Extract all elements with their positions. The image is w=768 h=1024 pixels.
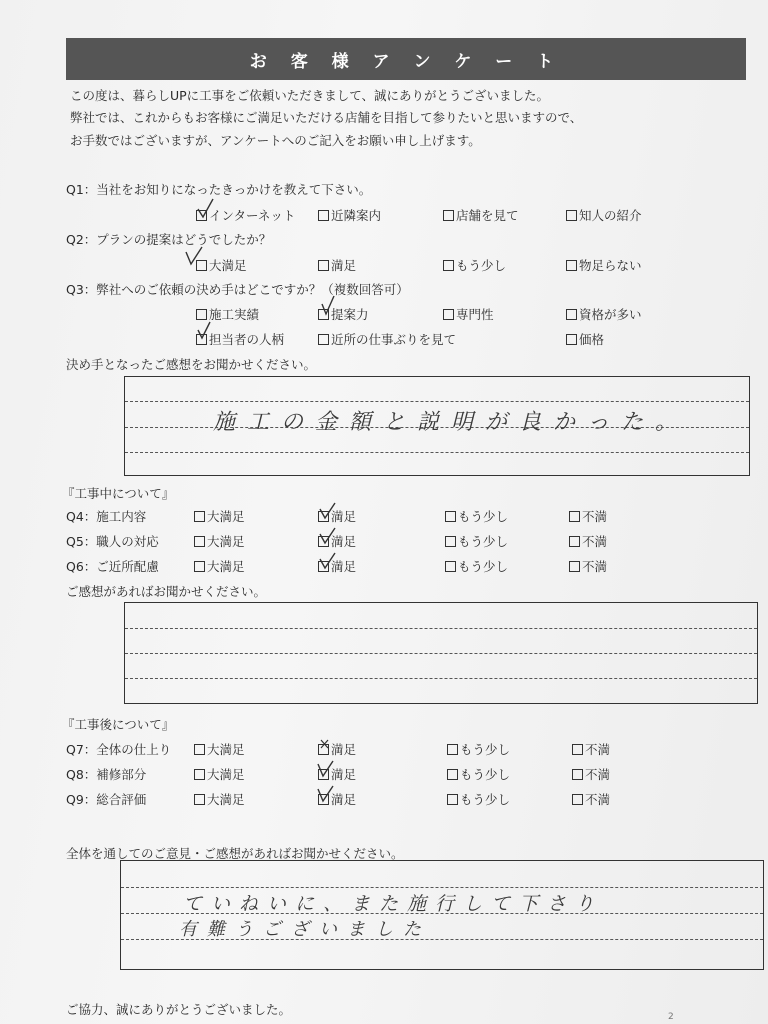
q1-option-referral[interactable]: 知人の紹介 <box>566 206 642 224</box>
divider <box>125 401 749 402</box>
checkbox[interactable] <box>318 334 329 345</box>
q3-option-qualifications[interactable]: 資格が多い <box>566 305 642 323</box>
checkbox[interactable] <box>194 769 205 780</box>
checkbox[interactable] <box>569 561 580 572</box>
q8-option-bit-more[interactable]: もう少し <box>447 765 510 783</box>
intro-line-1: この度は、暮らしUPに工事をご依頼いただきまして、誠にありがとうございました。 <box>70 88 549 103</box>
q3-option-staff-personality[interactable]: 担当者の人柄 <box>196 330 284 348</box>
q4-label: Q4：施工内容 <box>66 509 147 524</box>
checkbox[interactable] <box>566 309 577 320</box>
q5-option-very-satisfied[interactable]: 大満足 <box>194 532 245 550</box>
checkbox[interactable] <box>194 561 205 572</box>
q6-option-satisfied[interactable]: 満足 <box>318 557 356 575</box>
checkbox[interactable] <box>447 794 458 805</box>
q9-option-satisfied[interactable]: 満足 <box>318 790 356 808</box>
q5-option-bit-more[interactable]: もう少し <box>445 532 508 550</box>
closing-message: ご協力、誠にありがとうございました。 <box>66 1002 292 1017</box>
q2-option-unsatisfying[interactable]: 物足らない <box>566 256 642 274</box>
q1-option-internet[interactable]: インターネット <box>196 206 295 224</box>
divider <box>121 887 763 888</box>
q7-option-dissatisfied[interactable]: 不満 <box>572 740 610 758</box>
checkbox[interactable] <box>194 511 205 522</box>
q3-label: Q3：弊社へのご依頼の決め手はどこですか？（複数回答可） <box>66 282 409 297</box>
q3-option-track-record[interactable]: 施工実績 <box>196 305 259 323</box>
checkbox[interactable] <box>196 334 207 345</box>
checkbox[interactable] <box>318 511 329 522</box>
q4-option-dissatisfied[interactable]: 不満 <box>569 507 607 525</box>
q1-label: Q1：当社をお知りになったきっかけを教えて下さい。 <box>66 182 372 197</box>
page-title: お 客 様 ア ン ケ ー ト <box>66 38 746 80</box>
q7-option-very-satisfied[interactable]: 大満足 <box>194 740 245 758</box>
checkbox[interactable] <box>572 744 583 755</box>
q8-option-satisfied[interactable]: 満足 <box>318 765 356 783</box>
page-number: 2 <box>668 1012 674 1022</box>
q8-option-very-satisfied[interactable]: 大満足 <box>194 765 245 783</box>
checkbox[interactable] <box>566 210 577 221</box>
checkbox[interactable] <box>196 210 207 221</box>
overall-answer-line-2: 有難うございました <box>179 919 431 940</box>
checkbox[interactable] <box>443 210 454 221</box>
checkbox[interactable] <box>443 309 454 320</box>
during-comment-box[interactable] <box>124 602 758 704</box>
checkbox[interactable] <box>572 769 583 780</box>
checkbox[interactable] <box>447 744 458 755</box>
checkbox[interactable] <box>569 536 580 547</box>
checkbox[interactable] <box>194 744 205 755</box>
checkbox[interactable] <box>318 769 329 780</box>
checkbox[interactable] <box>447 769 458 780</box>
q1-option-neighborhood[interactable]: 近隣案内 <box>318 206 381 224</box>
checkbox[interactable] <box>194 536 205 547</box>
checkbox[interactable] <box>445 536 456 547</box>
checkbox[interactable] <box>569 511 580 522</box>
checkbox[interactable] <box>318 309 329 320</box>
divider <box>125 452 749 453</box>
during-section-header: 『工事中について』 <box>62 486 175 501</box>
checkbox[interactable] <box>318 744 329 755</box>
q9-option-bit-more[interactable]: もう少し <box>447 790 510 808</box>
q3-option-nearby-work[interactable]: 近所の仕事ぶりを見て <box>318 330 456 348</box>
q3-option-proposal[interactable]: 提案力 <box>318 305 369 323</box>
q2-option-bit-more[interactable]: もう少し <box>443 256 506 274</box>
checkbox[interactable] <box>445 561 456 572</box>
q2-option-very-satisfied[interactable]: 大満足 <box>196 256 247 274</box>
overall-comment-box[interactable] <box>120 860 764 970</box>
overall-answer-line-1: ていねいに、また施行して下さり <box>183 893 604 915</box>
checkbox[interactable] <box>443 260 454 271</box>
checkbox[interactable] <box>572 794 583 805</box>
q6-label: Q6：ご近所配慮 <box>66 559 159 574</box>
q2-label: Q2：プランの提案はどうでしたか？ <box>66 232 272 247</box>
decider-answer: 施工の金額と説明が良かった。 <box>213 410 690 435</box>
q1-option-store[interactable]: 店舗を見て <box>443 206 519 224</box>
q9-option-very-satisfied[interactable]: 大満足 <box>194 790 245 808</box>
q5-option-dissatisfied[interactable]: 不満 <box>569 532 607 550</box>
q3-option-price[interactable]: 価格 <box>566 330 604 348</box>
checkbox[interactable] <box>318 561 329 572</box>
checkbox[interactable] <box>566 334 577 345</box>
q7-option-satisfied[interactable]: 満足 <box>318 740 356 758</box>
overall-prompt: 全体を通してのご意見・ご感想があればお聞かせください。 <box>66 846 404 861</box>
q4-option-satisfied[interactable]: 満足 <box>318 507 356 525</box>
q8-option-dissatisfied[interactable]: 不満 <box>572 765 610 783</box>
q5-option-satisfied[interactable]: 満足 <box>318 532 356 550</box>
checkbox[interactable] <box>196 260 207 271</box>
q6-option-dissatisfied[interactable]: 不満 <box>569 557 607 575</box>
q8-label: Q8：補修部分 <box>66 767 147 782</box>
q3-option-expertise[interactable]: 専門性 <box>443 305 494 323</box>
q2-option-satisfied[interactable]: 満足 <box>318 256 356 274</box>
q7-option-bit-more[interactable]: もう少し <box>447 740 510 758</box>
checkbox[interactable] <box>566 260 577 271</box>
q9-label: Q9：総合評価 <box>66 792 147 807</box>
divider <box>125 678 757 679</box>
q6-option-bit-more[interactable]: もう少し <box>445 557 508 575</box>
intro-line-3: お手数ではございますが、アンケートへのご記入をお願い申し上げます。 <box>70 133 481 148</box>
checkbox[interactable] <box>196 309 207 320</box>
checkbox[interactable] <box>318 210 329 221</box>
q9-option-dissatisfied[interactable]: 不満 <box>572 790 610 808</box>
intro-line-2: 弊社では、これからもお客様にご満足いただける店舗を目指して参りたいと思いますので、 <box>70 110 583 125</box>
q4-option-very-satisfied[interactable]: 大満足 <box>194 507 245 525</box>
decider-comment-box[interactable] <box>124 376 750 476</box>
checkbox[interactable] <box>318 260 329 271</box>
q4-option-bit-more[interactable]: もう少し <box>445 507 508 525</box>
divider <box>125 628 757 629</box>
after-section-header: 『工事後について』 <box>62 717 175 732</box>
decider-prompt: 決め手となったご感想をお聞かせください。 <box>66 357 317 372</box>
divider <box>125 653 757 654</box>
checkbox[interactable] <box>318 536 329 547</box>
q5-label: Q5：職人の対応 <box>66 534 159 549</box>
during-prompt: ご感想があればお聞かせください。 <box>66 584 267 599</box>
checkbox[interactable] <box>445 511 456 522</box>
q6-option-very-satisfied[interactable]: 大満足 <box>194 557 245 575</box>
q7-label: Q7：全体の仕上り <box>66 742 172 757</box>
checkbox[interactable] <box>318 794 329 805</box>
checkbox[interactable] <box>194 794 205 805</box>
